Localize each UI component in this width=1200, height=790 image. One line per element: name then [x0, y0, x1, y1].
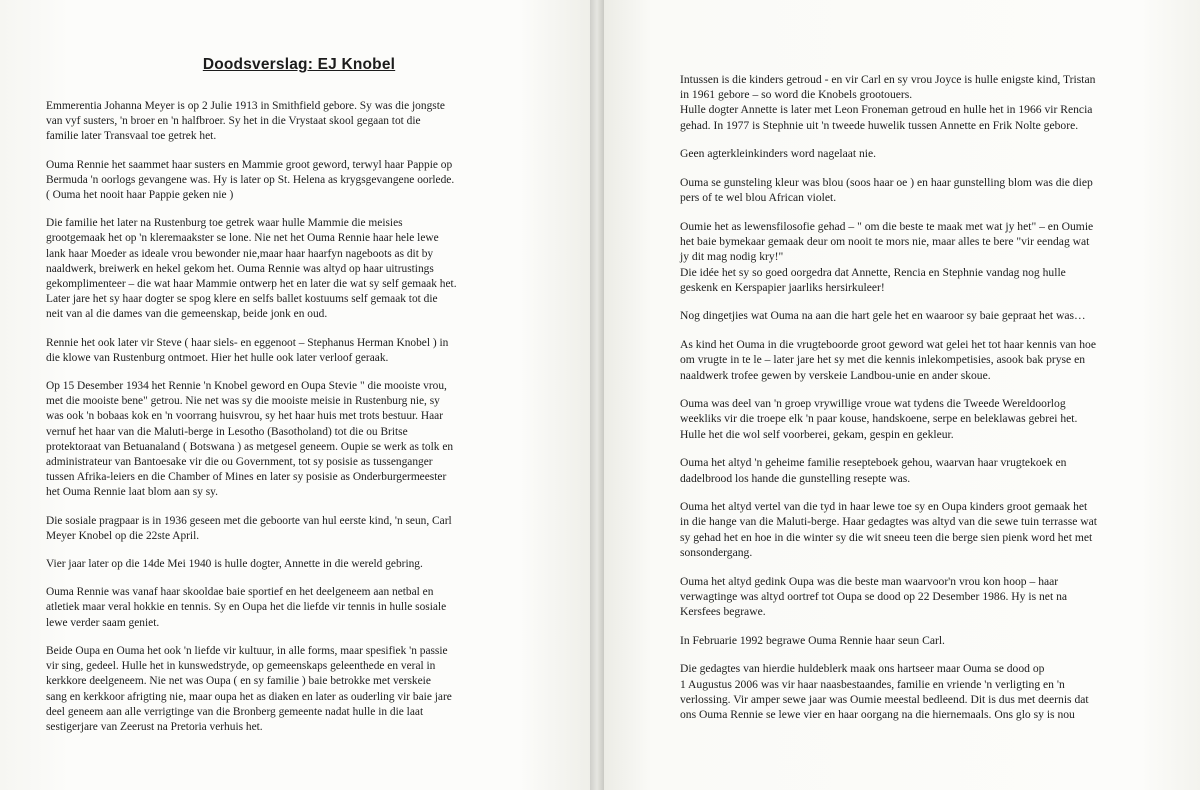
- paragraph: [680, 175, 1162, 205]
- paragraph: [680, 396, 1162, 442]
- text-line: was ook 'n bobaas kok en 'n voorrang huisvrou, sy het haar huis met trots bestuur. Haar: [46, 410, 444, 423]
- page-gutter: [590, 0, 604, 790]
- text-line: Nog dingetjies wat Ouma na aan die hart gele het en waaroor sy baie gepraat het was…: [680, 309, 1086, 323]
- text-line: Geen agterkleinkinders word nagelaat nie.: [680, 147, 877, 161]
- text-line: vir sing, gedeel. Hulle het in kunswedstryde, op gemeenskaps geleenthede en veral in: [46, 660, 436, 673]
- right-page-body: [680, 72, 1162, 722]
- paragraph: [680, 499, 1162, 560]
- text-line: Ouma Rennie het saammet haar susters en Mammie groot geword, terwyl haar Pappie op: [46, 158, 453, 171]
- text-line: vernuf het haar van die Maluti-berge in Lesotho (Basotholand) tot die ou Britse: [46, 425, 408, 438]
- text-line: Die idée het sy so goed oorgedra dat Annette, Rencia en Stephnie vandag nog hulle: [680, 265, 1066, 279]
- paragraph: [680, 146, 1162, 161]
- text-line: ( Ouma het nooit haar Pappie geken nie ): [46, 189, 234, 202]
- text-line: tussen Afrika-leiers en die Chamber of Mines en later sy posisie as Onderburgermeester: [46, 471, 447, 484]
- text-line: Die gedagtes van hierdie huldeblerk maak ons hartseer maar Ouma se dood op: [680, 662, 1045, 676]
- left-page: [0, 0, 590, 790]
- text-line: 1 Augustus 2006 was vir haar naasbestaandes, familie en vriende 'n verligting en 'n: [680, 677, 1065, 691]
- paragraph: [46, 336, 572, 366]
- text-line: neit van al die dames van die gemeenskap, beide jonk en oud.: [46, 308, 328, 321]
- text-line: Vier jaar later op die 14de Mei 1940 is hulle dogter, Annette in die wereld gebring.: [46, 558, 423, 571]
- text-line: deel geneem aan alle verrigtinge van die Bronberg gemeente nadat hulle in die laat: [46, 705, 424, 718]
- text-line: Hulle dogter Annette is later met Leon Froneman getroud en hulle het in 1966 vir Rencia: [680, 103, 1093, 117]
- paragraph: [680, 633, 1162, 648]
- text-line: naaldwerk, breiwerk en hekel gekom het. Ouma Rennie was altyd op haar uitrustings: [46, 262, 434, 275]
- text-line: Rennie het ook later vir Steve ( haar siels- en eggenoot – Stephanus Herman Knobel ) in: [46, 336, 449, 349]
- text-line: Ouma se gunsteling kleur was blou (soos haar oe ) en haar gunstelling blom was die diep: [680, 176, 1093, 190]
- text-line: protektoraat van Betuanaland ( Botswana ) as metgesel geneem. Oupie se werk as tolk en: [46, 440, 454, 453]
- text-line: gehad. In 1977 is Stephnie uit 'n tweede huwelik tussen Annette en Frik Nolte gebore.: [680, 118, 1079, 132]
- left-page-body: [46, 99, 572, 735]
- text-line: in die hange van die Maluti-berge. Haar gedagtes was altyd van die sewe tuin terrasse wat: [680, 515, 1098, 529]
- text-line: geskenk en Kerspapier jaarliks hersirkuleer!: [680, 280, 885, 294]
- text-line: sy gehad het en hoe in die winter sy die wit sneeu teen die berge sien pienk word het met: [680, 530, 1093, 544]
- paragraph: [680, 308, 1162, 323]
- paragraph: [46, 158, 572, 204]
- paragraph: [46, 514, 572, 544]
- paragraph: [680, 455, 1162, 485]
- text-line: dadelbrood los hande die gunstelling resepte was.: [680, 471, 911, 485]
- text-line: weekliks vir die troepe elk 'n paar kouse, handskoene, serpe en beleklawas gebrei het.: [680, 412, 1078, 426]
- text-line: Ouma Rennie was vanaf haar skooldae baie sportief en het deelgeneem aan netbal en: [46, 586, 434, 599]
- paragraph: [46, 585, 572, 631]
- text-line: Oumie het as lewensfilosofie gehad – " om die beste te maak met wat jy het" – en Oumie: [680, 219, 1094, 233]
- text-line: Die familie het later na Rustenburg toe getrek waar hulle Mammie die meisies: [46, 217, 403, 230]
- text-line: familie later Transvaal toe getrek het.: [46, 130, 217, 143]
- text-line: sang en kerkkoor afrigting nie, maar oupa het as diaken en later as ouderling vir baie jare: [46, 690, 452, 703]
- text-line: het baie bymekaar gemaak deur om nooit te mors nie, maar alles te bere "vir eendag wat: [680, 235, 1090, 249]
- text-line: verwagtinge was altyd oortref tot Oupa se dood op 22 Desember 1986. Hy is net na: [680, 589, 1068, 603]
- text-line: Beide Oupa en Ouma het ook 'n liefde vir kultuur, in alle forms, maar spesifiek 'n passie: [46, 644, 448, 657]
- paragraph: [680, 661, 1162, 722]
- text-line: om vrugte in te le – later jare het sy met die kennis inlekompetisies, asook bak pryse en: [680, 353, 1086, 367]
- text-line: pers of te wel blou African violet.: [680, 191, 837, 205]
- text-line: In Februarie 1992 begrawe Ouma Rennie haar seun Carl.: [680, 633, 945, 647]
- text-line: ons Ouma Rennie se lewe vier en haar oorgang na die hiernemaals. Ons glo sy is nou: [680, 708, 1075, 721]
- document-title: Doodsverslag: EJ Knobel: [202, 56, 396, 73]
- text-line: naaldwerk trofee gewen by verskeie Landbou-unie en ander skoue.: [680, 368, 991, 382]
- text-line: Ouma was deel van 'n groep vrywillige vroue wat tydens die Tweede Wereldoorlog: [680, 397, 1066, 411]
- text-line: gekomplimenteer – die wat haar Mammie ontwerp het en later die wat sy self gemaak het.: [46, 278, 457, 291]
- text-line: het Ouma Rennie laat blom aan sy sy.: [46, 486, 218, 499]
- text-line: Ouma het altyd gedink Oupa was die beste man waarvoor'n vrou kon hoop – haar: [680, 574, 1059, 588]
- text-line: sestigerjare van Zeerust na Pretoria verhuis het.: [46, 720, 263, 733]
- text-line: van vyf susters, 'n broer en 'n halfbroer. Sy het in die Vrystaat skool gegaan tot die: [46, 115, 421, 128]
- text-line: Kersfees begrawe.: [680, 604, 766, 618]
- text-line: lank haar Moeder as ideale vrou bewonder nie,maar haar haarfyn nageboots as dit by: [46, 247, 434, 260]
- text-line: Bermuda 'n oorlogs gevangene was. Hy is later op St. Helena as krygsgevangene oorlede.: [46, 173, 455, 186]
- text-line: Hulle het die wol self voorberei, gekam, gespin en gekleur.: [680, 427, 954, 441]
- text-line: met die mooiste bene" getrou. Nie net was sy die mooiste meisie in Rustenburg nie, sy: [46, 395, 440, 408]
- text-line: verlossing. Vir amper sewe jaar was Oumie meestal bedleend. Dit is dus met deernis dat: [680, 692, 1089, 706]
- text-line: Ouma het altyd 'n geheime familie resepteboek gehou, waarvan haar vrugtekoek en: [680, 456, 1067, 470]
- text-line: Meyer Knobel op die 22ste April.: [46, 529, 200, 542]
- text-line: Op 15 Desember 1934 het Rennie 'n Knobel geword en Oupa Stevie " die mooiste vrou,: [46, 380, 447, 393]
- text-line: Ouma het altyd vertel van die tyd in haar lewe toe sy en Oupa kinders groot gemaak het: [680, 500, 1088, 514]
- text-line: die klowe van Rustenburg ontmoet. Hier het hulle ook later verloof geraak.: [46, 351, 389, 364]
- text-line: sonsondergang.: [680, 545, 753, 559]
- text-line: Die sosiale pragpaar is in 1936 geseen met die geboorte van hul eerste kind, 'n seun, Carl: [46, 514, 452, 527]
- text-line: atletiek maar veral hokkie en tennis. Sy en Oupa het die liefde vir tennis in hulle sosiale: [46, 601, 447, 614]
- text-line: Intussen is die kinders getroud - en vir Carl en sy vrou Joyce is hulle enigste kind, Tristan: [680, 73, 1096, 86]
- paragraph: [46, 557, 572, 572]
- paragraph: [46, 216, 572, 322]
- paragraph: [46, 99, 572, 145]
- text-line: lewe verder saam geniet.: [46, 616, 160, 629]
- text-line: grootgemaak het op 'n kleremaakster se lone. Nie net het Ouma Rennie haar hele lewe: [46, 232, 439, 245]
- text-line: administrateur van Bantoesake vir die ou Government, tot sy posisie as tussenganger: [46, 456, 433, 469]
- right-page: [604, 0, 1200, 790]
- text-line: kerkkore deelgeneem. Nie net was Oupa ( en sy familie ) baie betrokke met verskeie: [46, 675, 431, 688]
- text-line: As kind het Ouma in die vrugteboorde groot geword wat gelei het tot haar kennis van hoe: [680, 338, 1096, 352]
- paragraph: [46, 644, 572, 735]
- paragraph: [680, 574, 1162, 620]
- paragraph: [46, 379, 572, 501]
- text-line: in 1961 gebore – so word die Knobels grootouers.: [680, 88, 913, 102]
- paragraph: [680, 337, 1162, 383]
- text-line: Later jare het sy haar dogter se spog klere en selfs ballet kostuums self gemaak tot die: [46, 293, 438, 306]
- paragraph: [680, 72, 1162, 133]
- paragraph: [680, 219, 1162, 295]
- text-line: jy dit mag nodig kry!": [680, 250, 784, 264]
- text-line: Emmerentia Johanna Meyer is op 2 Julie 1913 in Smithfield gebore. Sy was die jongste: [46, 100, 445, 112]
